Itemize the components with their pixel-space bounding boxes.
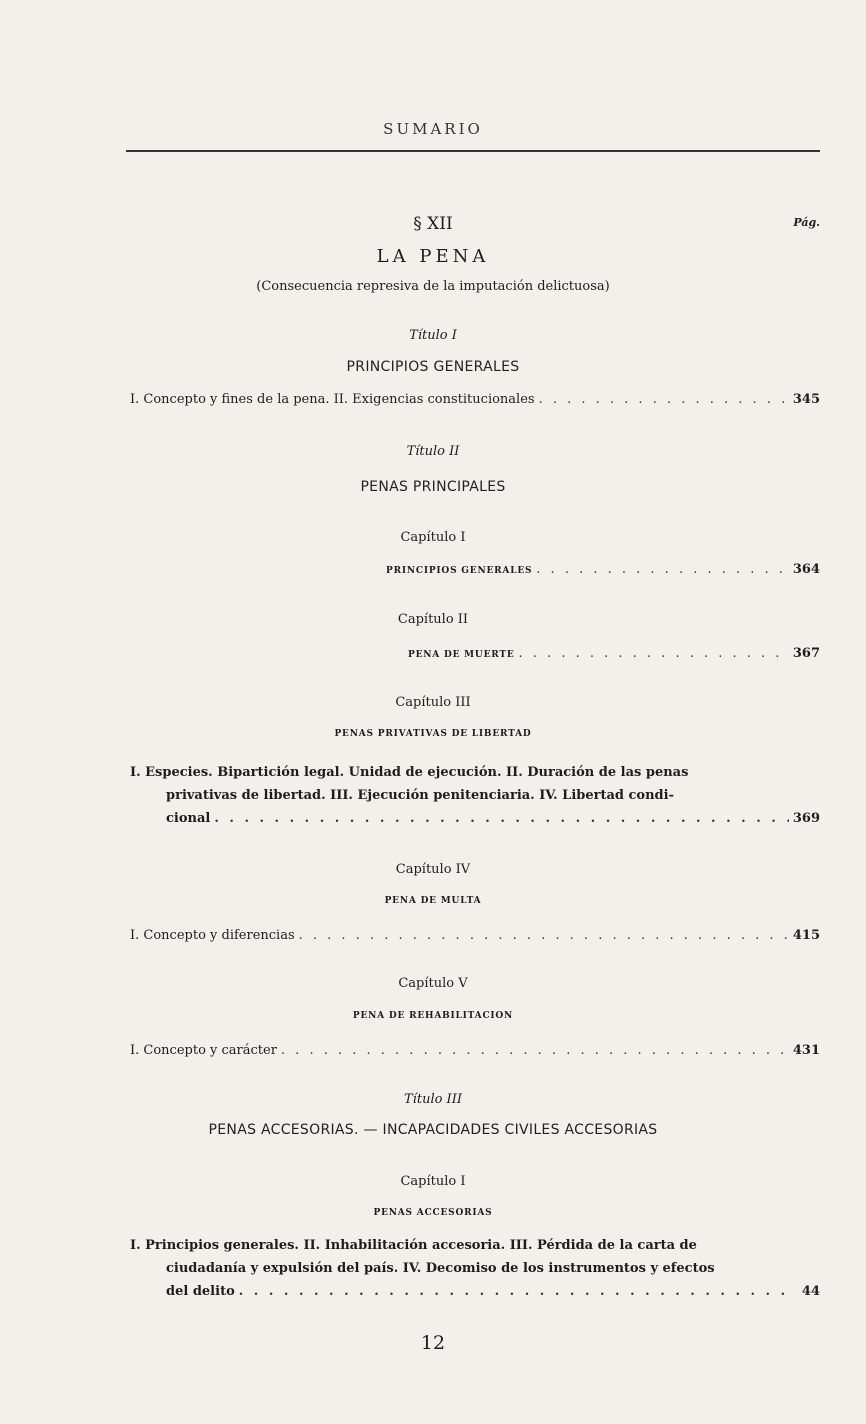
leader-dots [536, 558, 789, 581]
toc-entry-line: privativas de libertad. III. Ejecución penitenciaria. IV. Libertad condi- [166, 788, 674, 803]
toc-entry-line: I. Principios generales. II. Inhabilitación accesoria. III. Pérdida de la carta de [130, 1238, 697, 1253]
cap5-label: Capítulo V [398, 976, 468, 991]
leader-dots [214, 807, 789, 830]
leader-dots [281, 1039, 789, 1062]
cap3-heading: PENAS PRIVATIVAS DE LIBERTAD [334, 729, 532, 739]
toc-entry-line: ciudadanía y expulsión del país. IV. Decomiso de los instrumentos y efectos [166, 1261, 715, 1276]
titulo1-heading: PRINCIPIOS GENERALES [346, 359, 520, 375]
titulo2-heading: PENAS PRINCIPALES [360, 479, 506, 495]
leader-dots [299, 924, 789, 947]
toc-page-number: 367 [792, 646, 820, 661]
toc-entry-text: I. Concepto y diferencias [130, 928, 295, 943]
toc-page-number: 369 [792, 811, 820, 826]
toc-entry [408, 642, 820, 667]
toc-page-number: 364 [792, 562, 820, 577]
toc-entry [130, 761, 820, 830]
toc-page-number: 44 [801, 1284, 820, 1299]
leader-dots [539, 388, 789, 411]
cap4-label: Capítulo IV [395, 862, 471, 877]
toc-entry [130, 1039, 820, 1062]
page-column-label: Pág. [793, 216, 820, 229]
section-title: LA PENA [376, 246, 490, 267]
section-subtitle: (Consecuencia represiva de la imputación delictuosa) [256, 279, 610, 294]
titulo1-label: Título I [409, 328, 457, 343]
cap2-label: Capítulo II [397, 612, 469, 627]
toc-entry [130, 388, 820, 411]
t3-cap1-heading: PENAS ACCESORIAS [373, 1208, 493, 1218]
toc-entry-line: del delito [166, 1284, 235, 1299]
toc-entry-line: I. Especies. Bipartición legal. Unidad de ejecución. II. Duración de las penas [130, 765, 689, 780]
toc-entry [130, 1234, 820, 1303]
cap4-heading: PENA DE MULTA [384, 896, 482, 906]
cap2-heading: PENA DE MUERTE [408, 650, 515, 660]
leader-dots [519, 642, 789, 665]
page-header: SUMARIO [383, 120, 483, 138]
toc-page-number: 345 [792, 392, 820, 407]
toc-entry [130, 924, 820, 947]
cap5-heading: PENA DE REHABILITACION [352, 1011, 514, 1021]
titulo2-label: Título II [406, 444, 460, 459]
toc-page-number: 431 [792, 1043, 820, 1058]
leader-dots [239, 1280, 790, 1303]
page-number: 12 [420, 1332, 446, 1354]
toc-entry-line: cional [166, 811, 211, 826]
section-number: § XII [413, 214, 453, 234]
cap3-label: Capítulo III [395, 695, 471, 710]
toc-entry-text: I. Concepto y fines de la pena. II. Exigencias constitucionales [130, 392, 535, 407]
toc-page-number: 415 [792, 928, 820, 943]
titulo3-label: Título III [404, 1092, 462, 1107]
t3-cap1-label: Capítulo I [400, 1174, 466, 1189]
toc-entry-text: I. Concepto y carácter [130, 1043, 277, 1058]
header-rule [126, 150, 820, 152]
cap1-heading: PRINCIPIOS GENERALES [386, 566, 533, 576]
titulo3-heading: PENAS ACCESORIAS. — INCAPACIDADES CIVILES ACCESORIAS [208, 1122, 658, 1138]
cap1-label: Capítulo I [400, 530, 466, 545]
toc-entry [386, 558, 820, 583]
